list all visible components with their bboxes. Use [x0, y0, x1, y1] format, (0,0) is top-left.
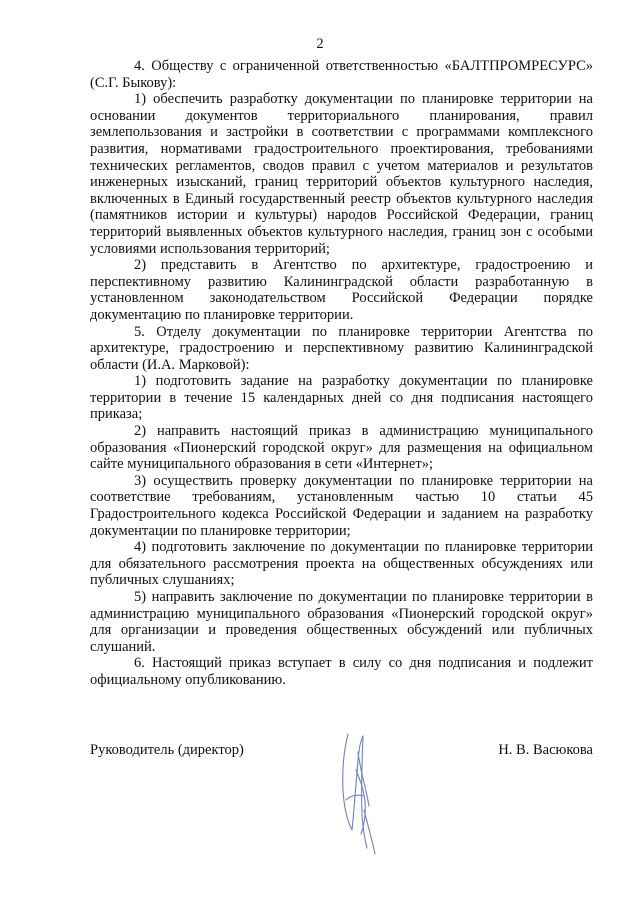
signer-title: Руководитель (директор) [90, 742, 244, 758]
paragraph-5-2: 2) направить настоящий приказ в администрацию муниципального образования «Пионерский городской округ» для размещения на официальном сайте муниципального образования в сети «Интернет»; [90, 423, 593, 473]
paragraph-5-3: 3) осуществить проверку документации по планировке территории на соответствие требованиям, установленным частью 10 статьи 45 Градостроительного кодекса Российской Федерации и заданием на разработку документации по планировке территории; [90, 472, 593, 539]
handwritten-signature [334, 730, 384, 860]
paragraph-5-5: 5) направить заключение по документации по планировке территории в администрацию муниципального образования «Пионерский городской округ» для организации и проведения общественных обсуждений или публичных слушаний. [90, 589, 593, 655]
paragraph-4-2: 2) представить в Агентство по архитектуре, градостроению и перспективному развитию Калининградской области разработанную в установленном законодательством Российской Федерации порядке документацию по планировке территории. [90, 257, 593, 323]
paragraph-6: 6. Настоящий приказ вступает в силу со дня подписания и подлежит официальному опубликованию. [90, 655, 593, 688]
page-number: 2 [316, 36, 324, 52]
paragraph-5-4: 4) подготовить заключение по документации по планировке территории для обязательного рассмотрения проекта на общественных обсуждениях или публичных слушаниях; [90, 539, 593, 589]
paragraph-4: 4. Обществу с ограниченной ответственностью «БАЛТПРОМРЕСУРС» (С.Г. Быкову): [90, 58, 593, 91]
paragraph-5: 5. Отделу документации по планировке территории Агентства по архитектуре, градостроению и перспективному развитию Калининградской области (И.А. Марковой): [90, 323, 593, 373]
paragraph-5-1: 1) подготовить задание на разработку документации по планировке территории в течение 15 календарных дней со дня подписания настоящего приказа; [90, 373, 593, 423]
paragraph-4-1: 1) обеспечить разработку документации по планировке территории на основании документов территориального планирования, правил землепользования и застройки в соответствии с программами комплексного развития, нормативами градостроительного проектирования, требованиями технических регламентов, сводов правил с учетом материалов и результатов инженерных изысканий, границ территорий объектов культурного наследия, включенных в Единый государственный реестр объектов культурного наследия (памятников истории и культуры) народов Российской Федерации, границ территорий выявленных объектов культурного наследия, границ зон с особыми условиями использования территорий; [90, 91, 593, 257]
document-body [90, 58, 593, 689]
signer-name: Н. В. Васюкова [498, 742, 593, 758]
